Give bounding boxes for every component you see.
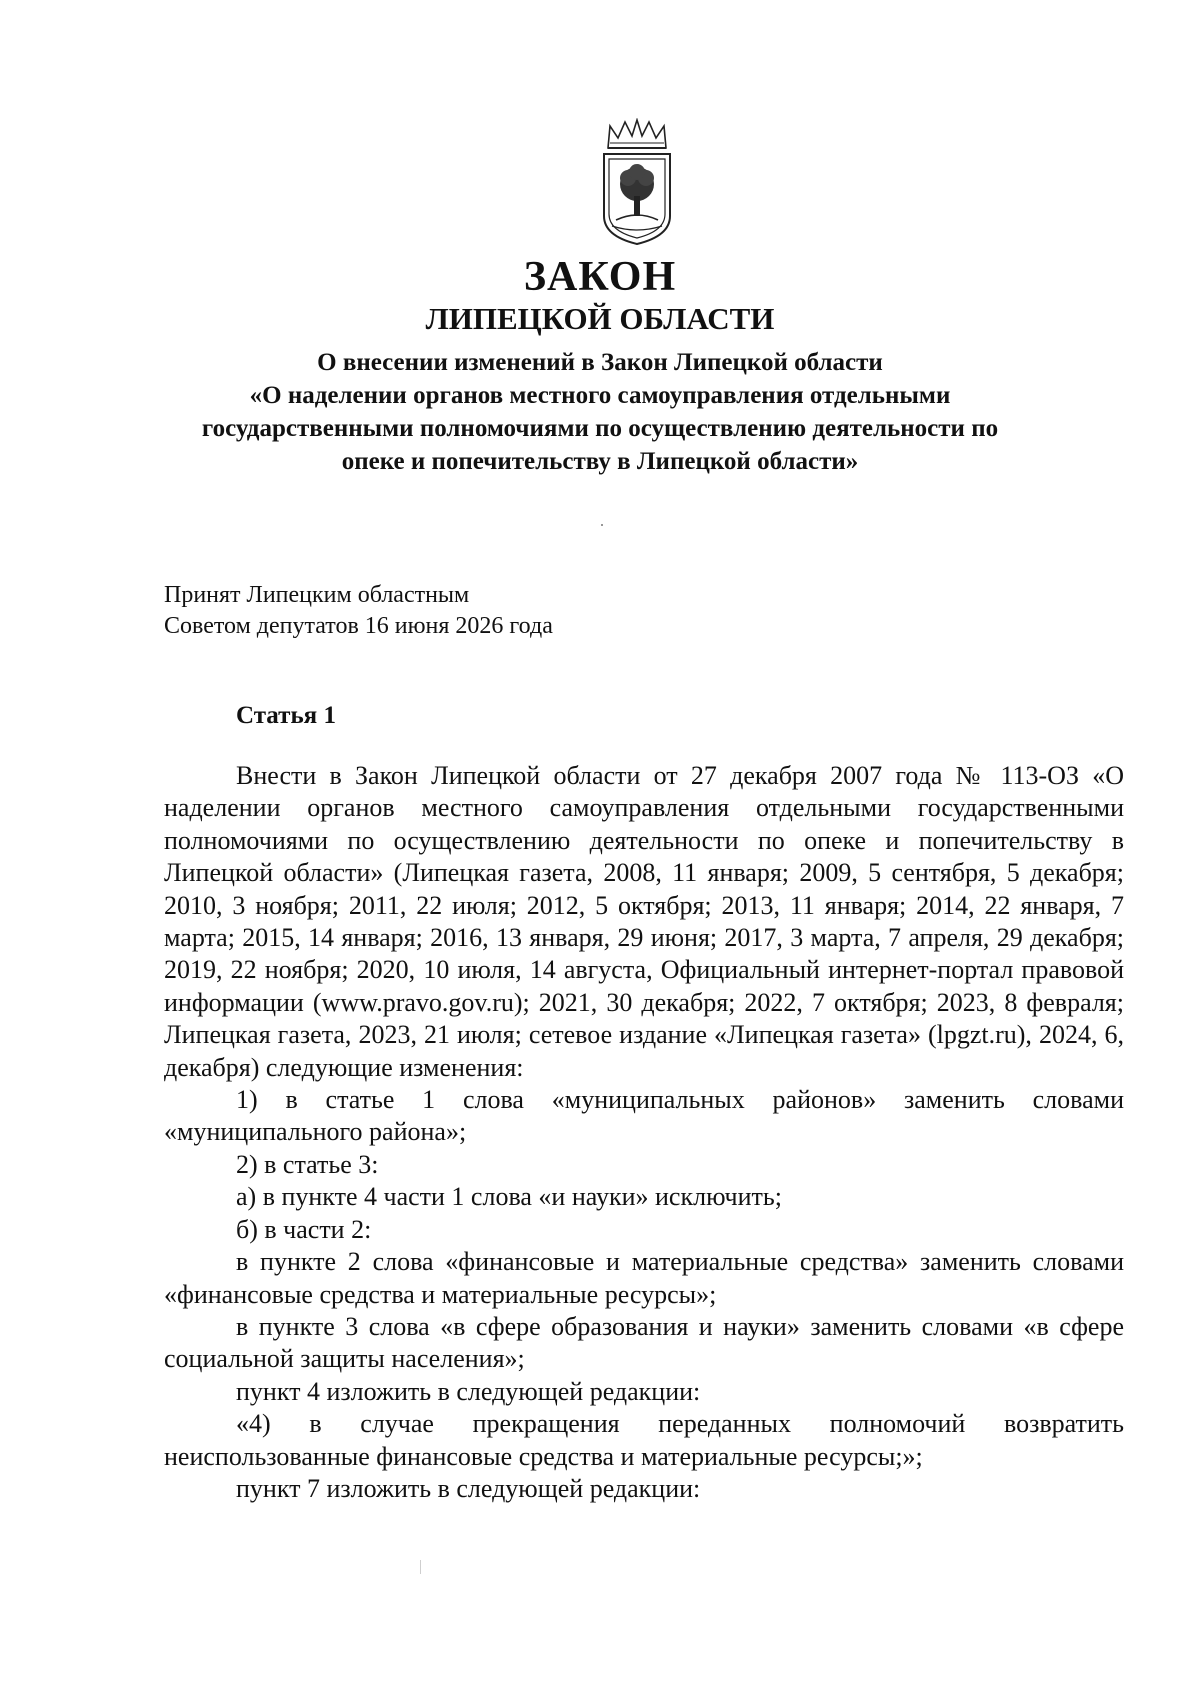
article-paragraph: б) в части 2: <box>236 1214 372 1244</box>
article-paragraph: в пункте 3 слова «в сфере образования и науки» заменить словами «в сфере социальной защиты населения»; <box>164 1311 1124 1374</box>
adoption-line: Советом депутатов 16 июня 2026 года <box>164 613 553 639</box>
article-paragraph: 1) в статье 1 слова «муниципальных районов» заменить словами «муниципального района»; <box>164 1085 1124 1147</box>
article-heading: Статья 1 <box>236 702 336 729</box>
subtitle-line: опеке и попечительству в Липецкой области» <box>341 448 859 475</box>
article-paragraph: «4) в случае прекращения переданных полномочий возвратить неиспользованные финансовые средства и материальные ресурсы;»; <box>164 1409 1124 1471</box>
subtitle-line: О внесении изменений в Закон Липецкой области <box>317 349 883 376</box>
subtitle-line: «О наделении органов местного самоуправления отдельными <box>249 382 951 409</box>
region-title: ЛИПЕЦКОЙ ОБЛАСТИ <box>425 301 775 336</box>
scan-mark <box>420 1560 421 1574</box>
law-subtitle <box>150 346 1050 478</box>
article-paragraph: в пункте 2 слова «финансовые и материальные средства» заменить словами «финансовые средства и материальные ресурсы»; <box>164 1247 1124 1309</box>
subtitle-line: государственными полномочиями по осуществлению деятельности по <box>201 415 999 442</box>
law-title: ЗАКОН <box>523 254 677 300</box>
article-paragraph: пункт 7 изложить в следующей редакции: <box>236 1473 701 1503</box>
scan-speck <box>601 524 603 526</box>
article-body <box>164 760 1124 1505</box>
article-paragraph: а) в пункте 4 части 1 слова «и науки» исключить; <box>236 1182 782 1212</box>
article-paragraph: 2) в статье 3: <box>236 1149 379 1179</box>
coat-of-arms-icon <box>598 118 676 248</box>
article-paragraph: Внести в Закон Липецкой области от 27 декабря 2007 года № 113-ОЗ «О наделении органов местного самоуправления отдельными государственными полномочиями по осуществлению деятельности по опеке и попечительству в Липецкой области» (Липецкая газета, 2008, 11 января; 2009, 5 сентября, 5 декабря; 2010, 3 ноября; 2011, 22 июля; 2012, 5 октября; 2013, 11 января; 2014, 22 января, 7 марта; 2015, 14 января; 2016, 13 января, 29 июня; 2017, 3 марта, 7 апреля, 29 декабря; 2019, 22 ноября; 2020, 10 июля, 14 августа, Официальный интернет-портал правовой информации (www.pravo.gov.ru); 2021, 30 декабря; 2022, 7 октября; 2023, 8 февраля; Липецкая газета, 2023, 21 июля; сетевое издание «Липецкая газета» (lpgzt.ru), 2024, 6, декабря) следующие изменения: <box>164 761 1124 1082</box>
article-paragraph: пункт 4 изложить в следующей редакции: <box>236 1376 701 1406</box>
adoption-line: Принят Липецким областным <box>164 582 470 608</box>
adoption-note <box>164 580 553 642</box>
